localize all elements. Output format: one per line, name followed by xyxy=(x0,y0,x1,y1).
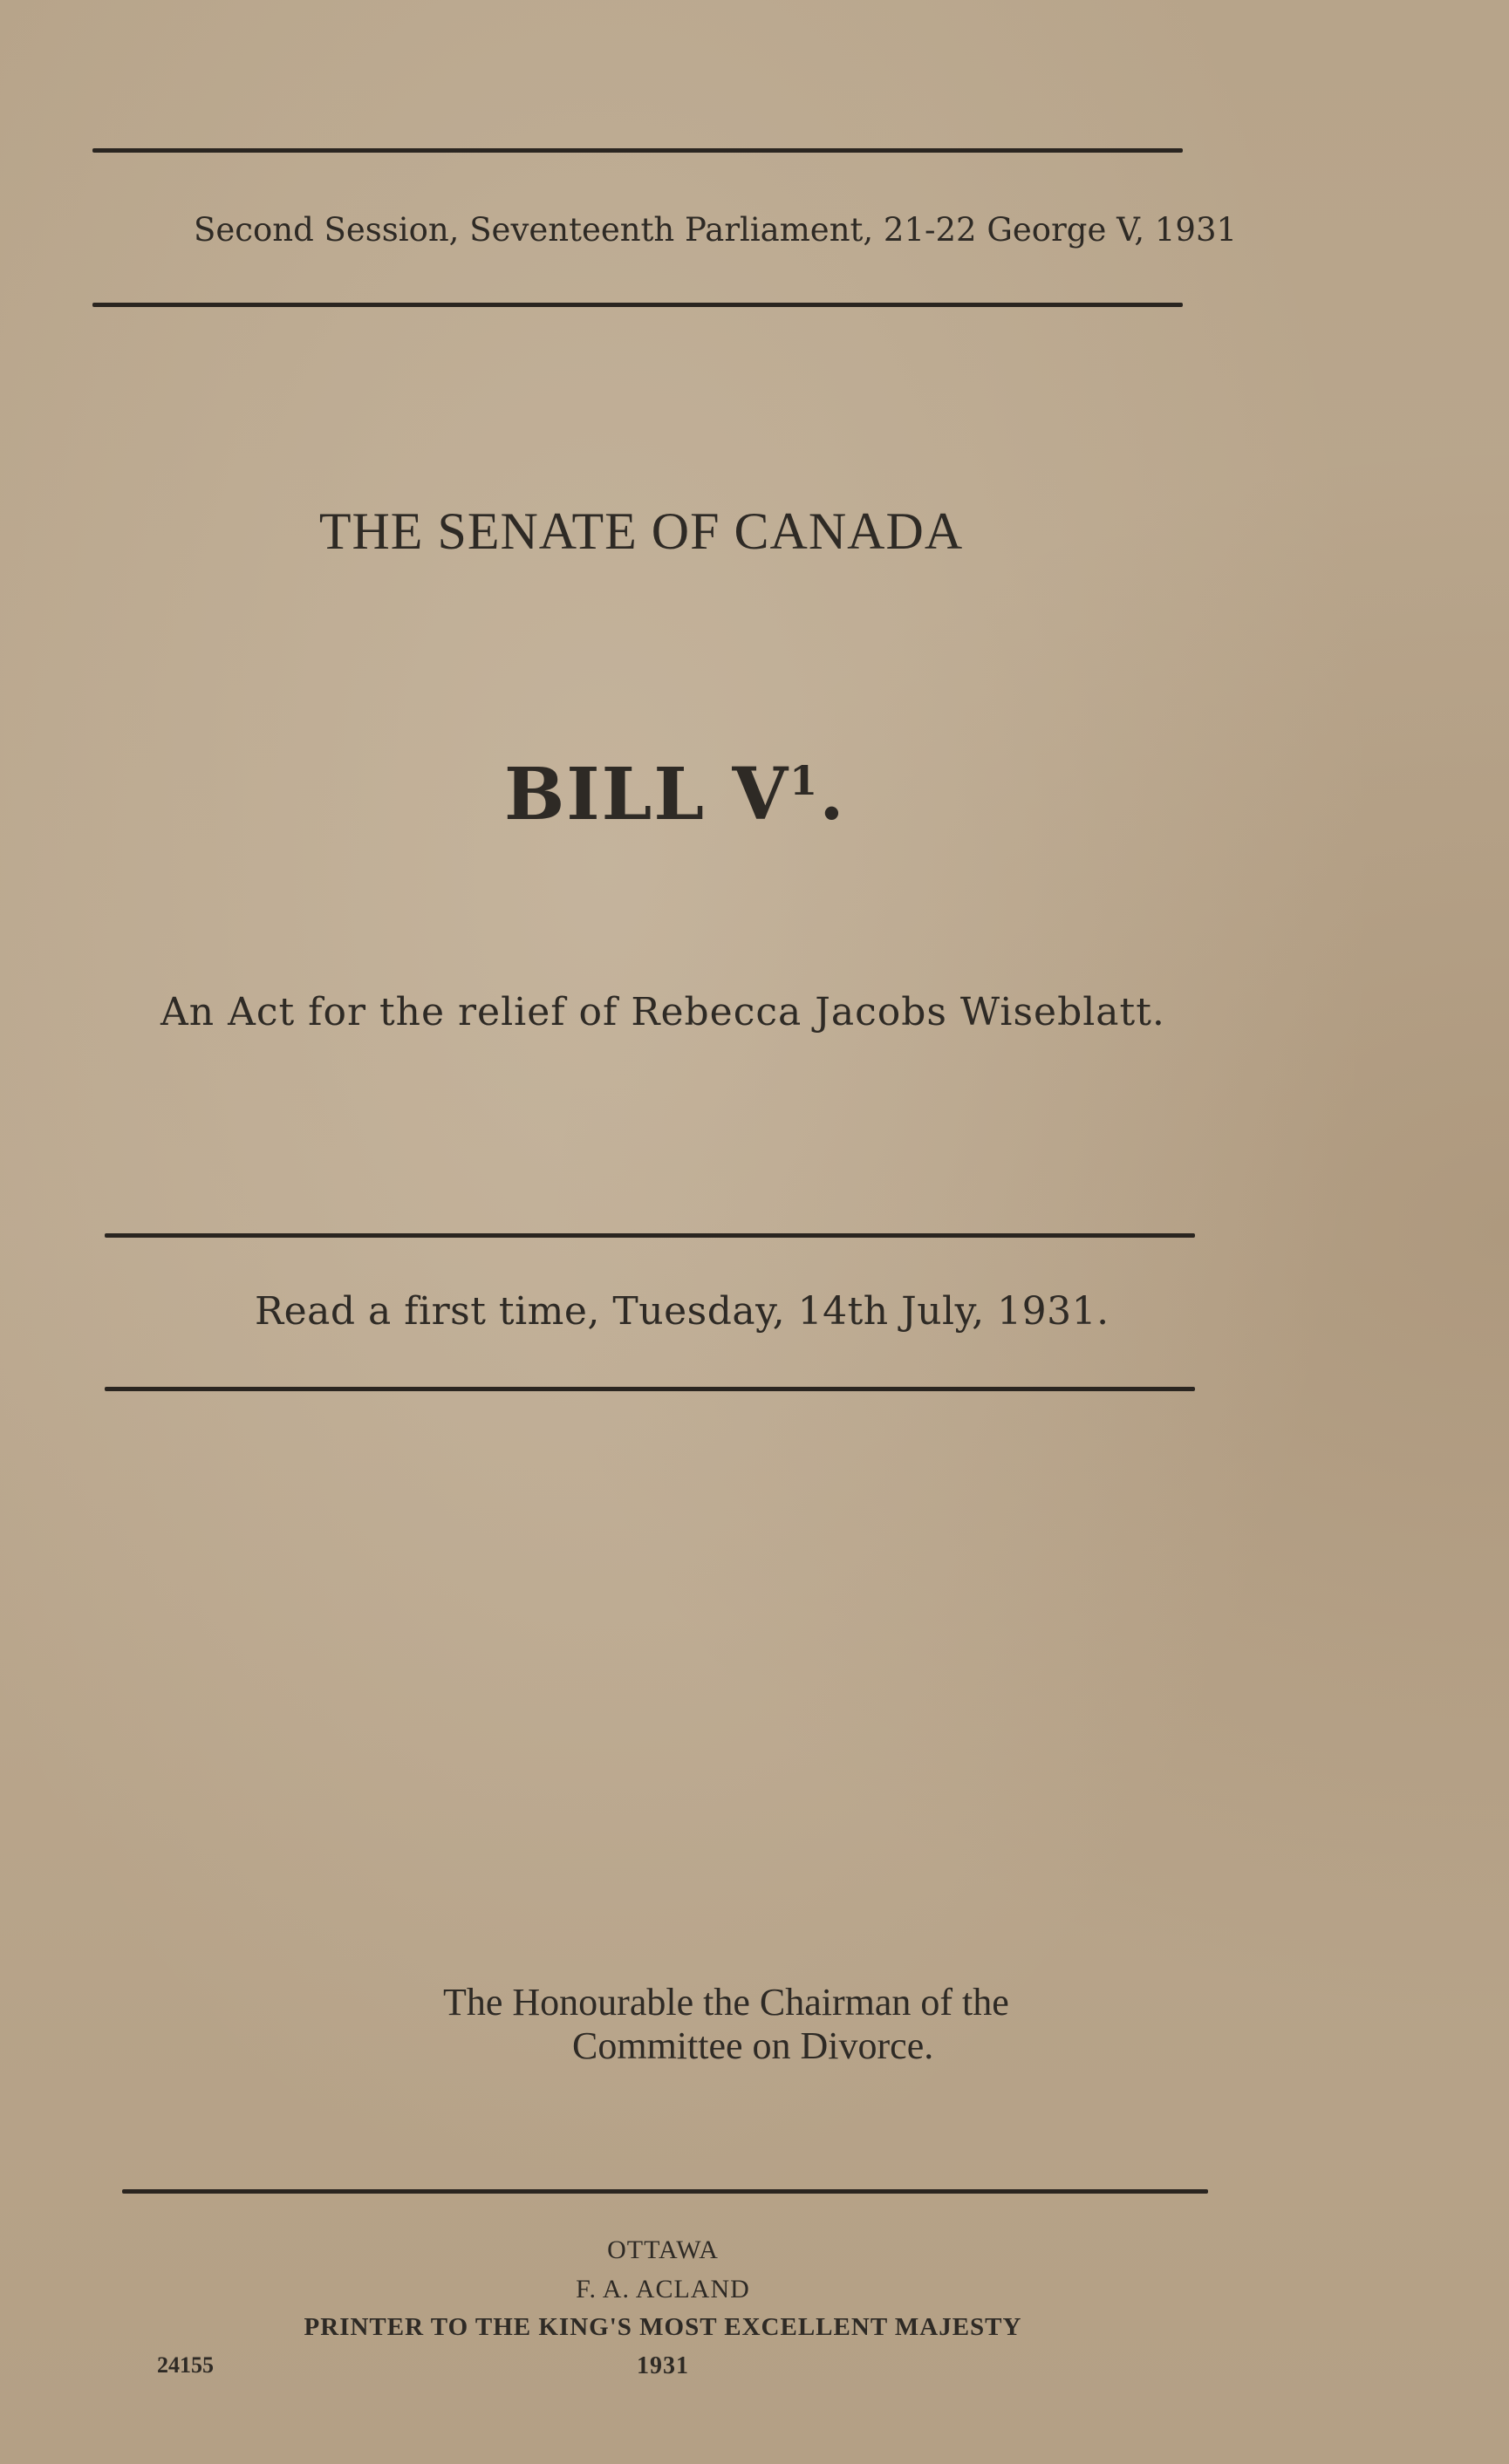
bill-superscript: 1 xyxy=(789,757,820,804)
session-line: Second Session, Seventeenth Parliament, 21-22 George V, 1931 xyxy=(194,211,1238,249)
sponsor-line-1: The Honourable the Chairman of the xyxy=(443,1981,1009,2024)
header-bottom-rule xyxy=(92,303,1183,307)
imprint-printer: F. A. ACLAND xyxy=(576,2275,750,2304)
reading-top-rule xyxy=(105,1233,1195,1238)
bill-label: BILL V xyxy=(504,753,790,836)
bill-number xyxy=(504,753,846,836)
print-code: 24155 xyxy=(157,2352,214,2378)
imprint-printer-title: PRINTER TO THE KING'S MOST EXCELLENT MAJESTY xyxy=(304,2313,1022,2341)
first-reading-line: Read a first time, Tuesday, 14th July, 1931. xyxy=(255,1289,1110,1334)
imprint-rule xyxy=(122,2189,1208,2194)
senate-heading: THE SENATE OF CANADA xyxy=(318,502,964,560)
top-rule xyxy=(92,148,1183,153)
sponsor-line-2: Committee on Divorce. xyxy=(572,2024,934,2067)
reading-bottom-rule xyxy=(105,1387,1195,1391)
imprint-year: 1931 xyxy=(637,2352,689,2379)
imprint-city: OTTAWA xyxy=(607,2235,719,2264)
act-description: An Act for the relief of Rebecca Jacobs Wiseblatt. xyxy=(160,990,1165,1034)
bill-period: . xyxy=(819,753,846,836)
